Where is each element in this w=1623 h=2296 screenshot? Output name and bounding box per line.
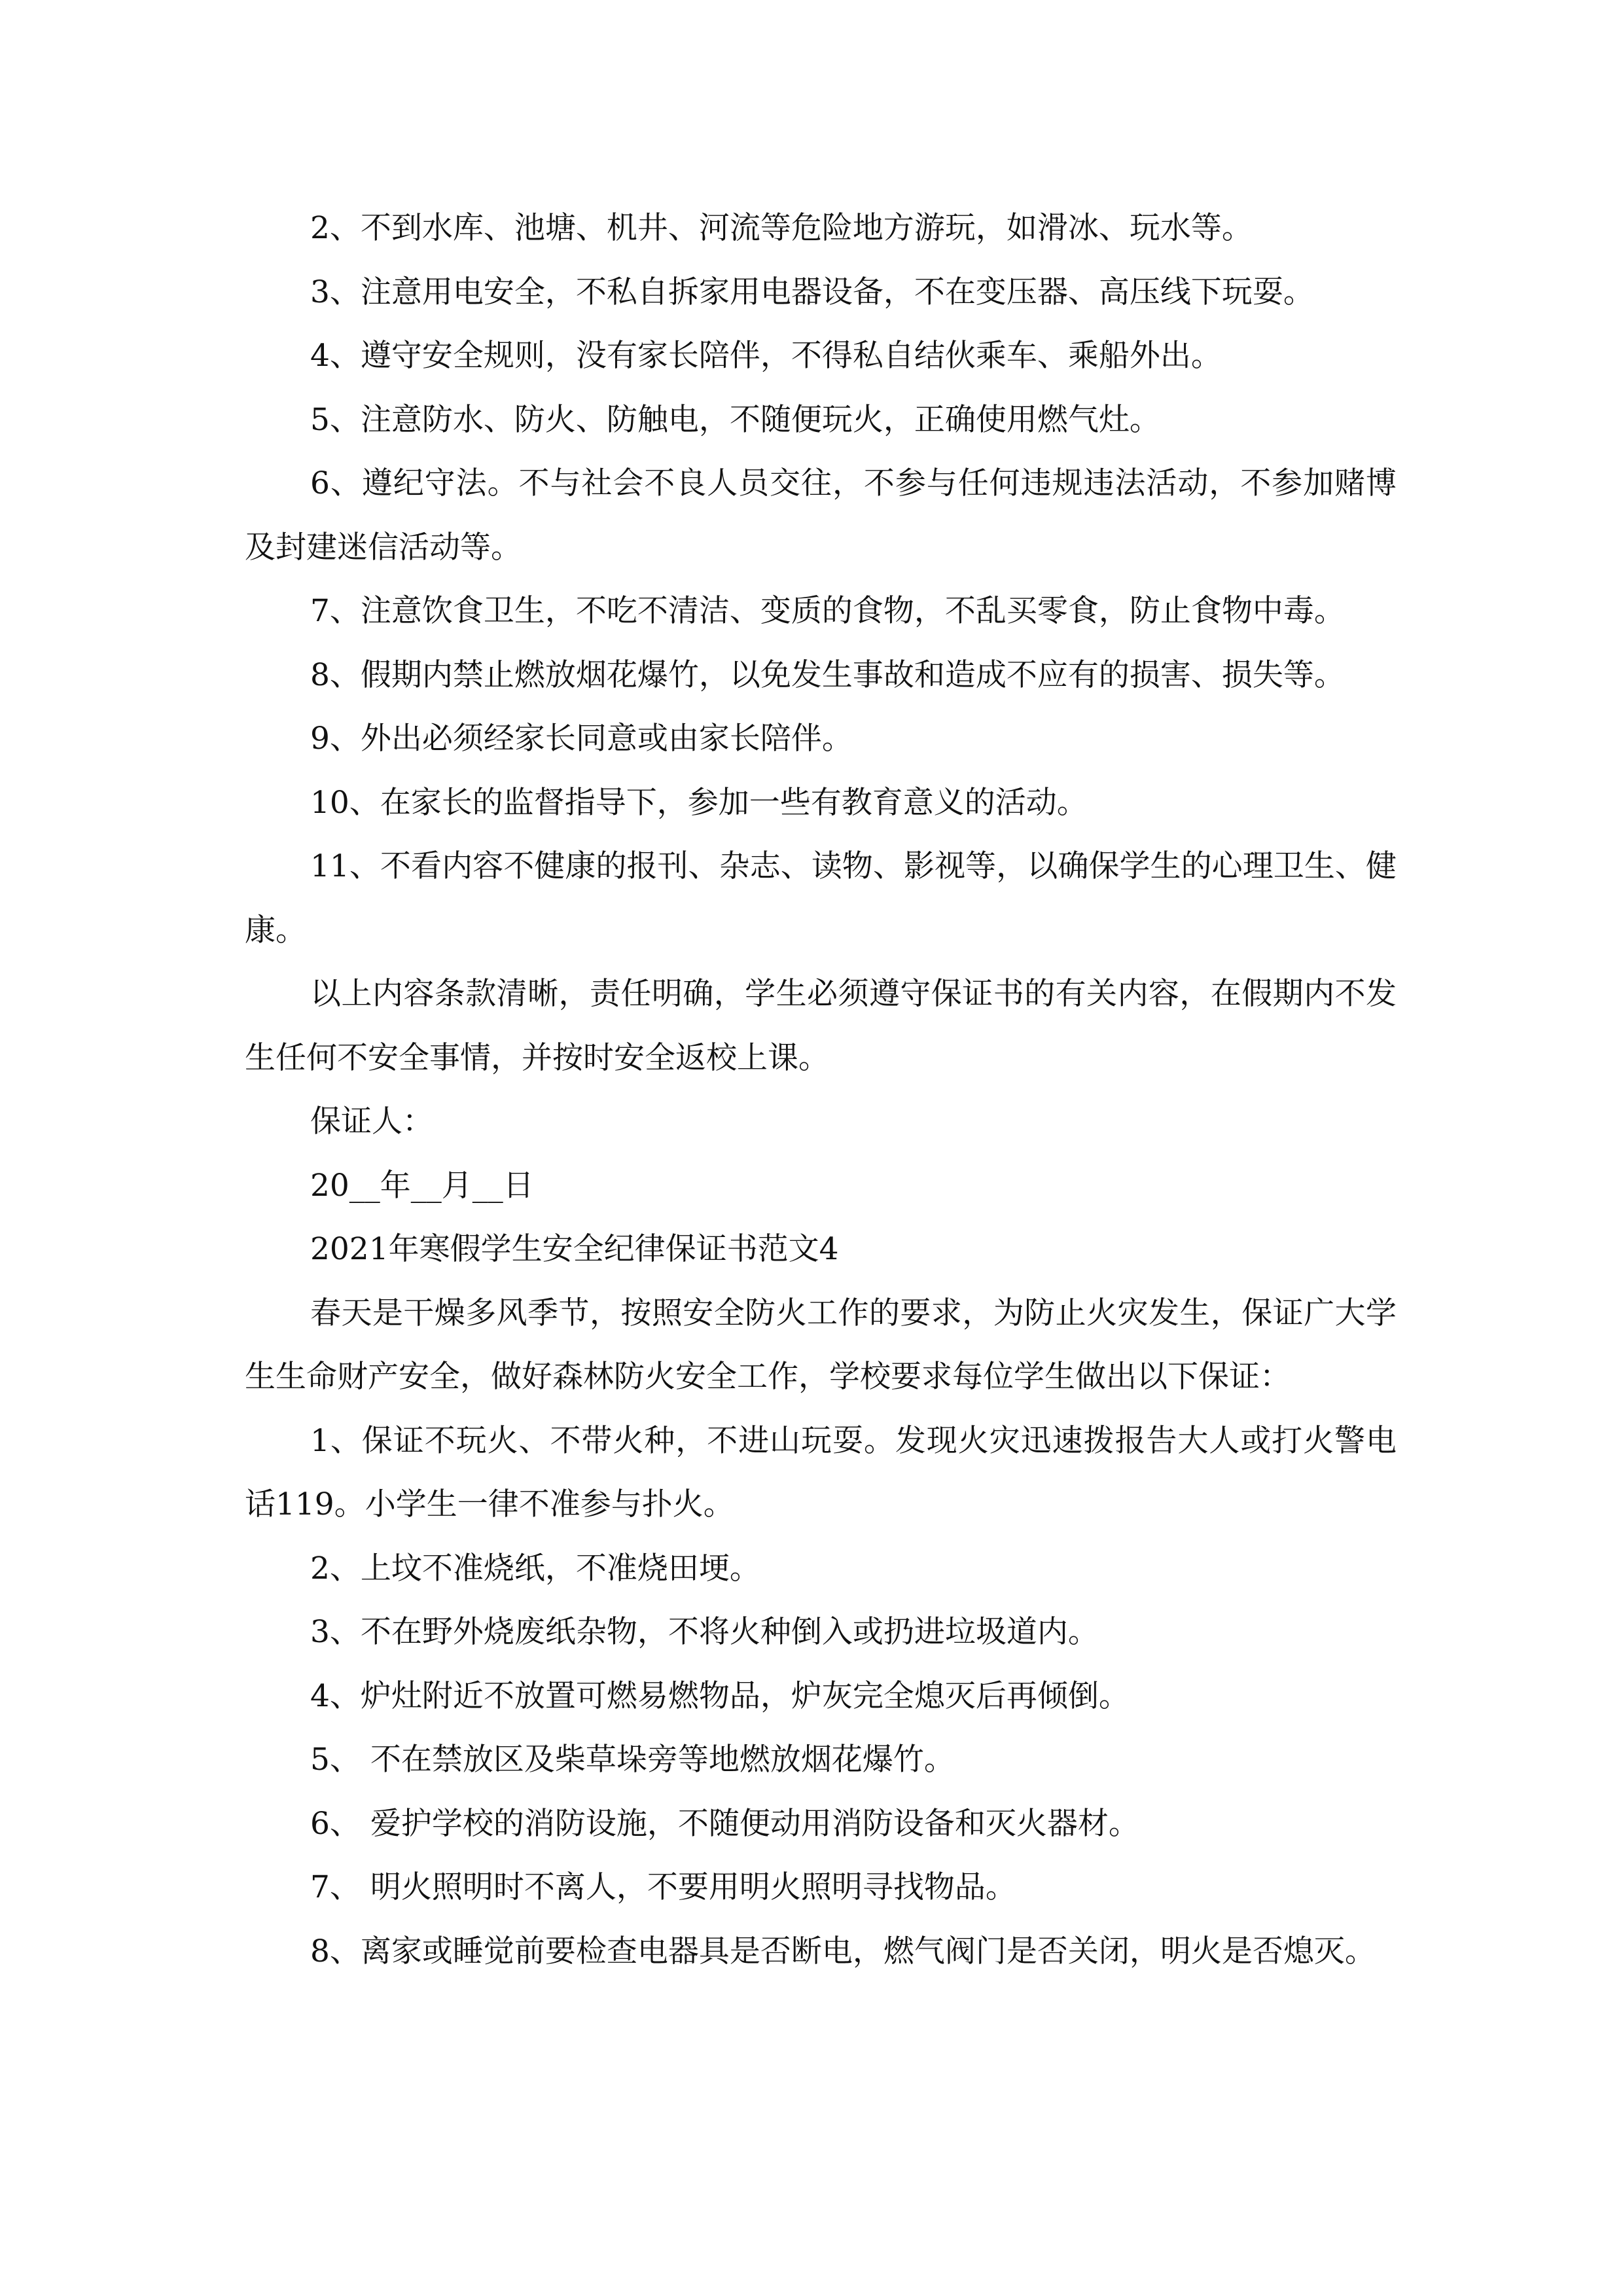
document-body bbox=[245, 196, 1397, 1983]
fire-item-2: 2、上坟不准烧纸，不准烧田埂。 bbox=[310, 1550, 760, 1587]
paragraph-item-9: 9、外出必须经家长同意或由家长陪伴。 bbox=[310, 721, 853, 757]
paragraph-item-3: 3、注意用电安全，不私自拆家用电器设备，不在变压器、高压线下玩耍。 bbox=[310, 274, 1314, 310]
paragraph-item-10: 10、在家长的监督指导下，参加一些有教育意义的活动。 bbox=[310, 784, 1088, 821]
summary-paragraph: 以上内容条款清晰，责任明确，学生必须遵守保证书的有关内容，在假期内不发生任何不安全事情，并按时安全返校上课。 bbox=[245, 976, 1397, 1076]
fire-item-3: 3、不在野外烧废纸杂物，不将火种倒入或扔进垃圾道内。 bbox=[310, 1614, 1099, 1650]
intro-paragraph: 春天是干燥多风季节，按照安全防火工作的要求，为防止火灾发生，保证广大学生生命财产安全，做好森林防火安全工作，学校要求每位学生做出以下保证： bbox=[245, 1295, 1397, 1395]
fire-item-6: 6、 爱护学校的消防设施，不随便动用消防设备和灭火器材。 bbox=[310, 1805, 1139, 1842]
paragraph-item-11: 11、不看内容不健康的报刊、杂志、读物、影视等，以确保学生的心理卫生、健康。 bbox=[245, 848, 1397, 948]
section-heading: 2021年寒假学生安全纪律保证书范文4 bbox=[310, 1231, 839, 1267]
fire-item-4: 4、炉灶附近不放置可燃易燃物品，炉灰完全熄灭后再倾倒。 bbox=[310, 1677, 1130, 1714]
date-line: 20__年__月__日 bbox=[310, 1167, 534, 1204]
paragraph-item-7: 7、注意饮食卫生，不吃不清洁、变质的食物，不乱买零食，防止食物中毒。 bbox=[310, 593, 1345, 629]
paragraph-item-5: 5、注意防水、防火、防触电，不随便玩火，正确使用燃气灶。 bbox=[310, 401, 1160, 438]
guarantor-line: 保证人： bbox=[310, 1103, 433, 1139]
fire-item-8: 8、离家或睡觉前要检查电器具是否断电，燃气阀门是否关闭，明火是否熄灭。 bbox=[310, 1933, 1376, 1969]
paragraph-item-4: 4、遵守安全规则，没有家长陪伴，不得私自结伙乘车、乘船外出。 bbox=[310, 338, 1222, 374]
fire-item-7: 7、 明火照明时不离人，不要用明火照明寻找物品。 bbox=[310, 1869, 1016, 1905]
paragraph-item-6: 6、遵纪守法。不与社会不良人员交往，不参与任何违规违法活动，不参加赌博及封建迷信活动等。 bbox=[245, 465, 1397, 565]
paragraph-item-8: 8、假期内禁止燃放烟花爆竹，以免发生事故和造成不应有的损害、损失等。 bbox=[310, 656, 1345, 693]
paragraph-item-2: 2、不到水库、池塘、机井、河流等危险地方游玩，如滑冰、玩水等。 bbox=[310, 210, 1253, 246]
fire-item-1: 1、保证不玩火、不带火种，不进山玩耍。发现火灾迅速拨报告大人或打火警电话119。小学生一律不准参与扑火。 bbox=[245, 1422, 1397, 1522]
fire-item-5: 5、 不在禁放区及柴草垛旁等地燃放烟花爆竹。 bbox=[310, 1742, 955, 1778]
